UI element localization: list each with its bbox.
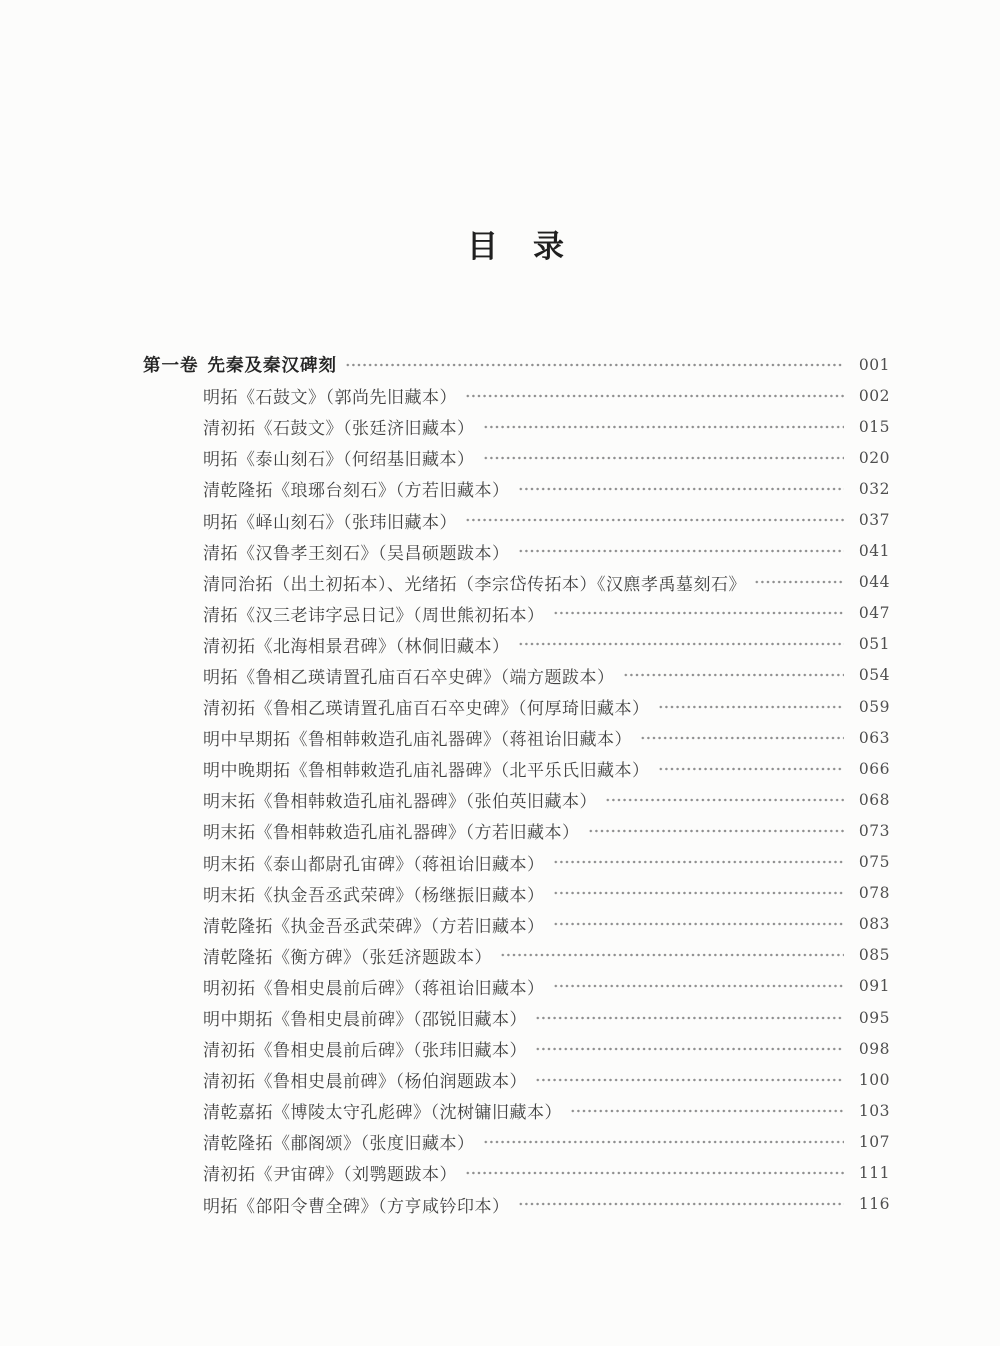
toc-entry-page: 085	[858, 946, 890, 965]
dot-leader	[754, 567, 844, 598]
dot-leader	[518, 1189, 845, 1220]
dot-leader	[518, 473, 845, 504]
toc-entry-page: 098	[858, 1039, 890, 1058]
toc-entry-page: 091	[858, 977, 890, 996]
toc-entry-text: 清拓《汉鲁孝王刻石》（吴昌硕题跋本）	[203, 543, 510, 564]
toc-entry-row	[143, 784, 890, 815]
toc-entry-row	[143, 940, 890, 971]
toc-entry-page: 059	[858, 697, 890, 716]
dot-leader	[640, 722, 844, 753]
toc-entry-text: 清拓《汉三老讳字忌日记》（周世熊初拓本）	[203, 605, 545, 626]
toc-entry-row	[143, 660, 890, 691]
dot-leader	[535, 1002, 844, 1033]
toc-entry-page: 041	[858, 542, 890, 561]
dot-leader	[658, 691, 845, 722]
toc-entry-text: 清初拓《鲁相史晨前碑》（杨伯润题跋本）	[203, 1072, 527, 1093]
toc-entry-text: 清同治拓（出土初拓本）、光绪拓（李宗岱传拓本）《汉麃孝禹墓刻石》	[203, 574, 746, 595]
toc-entry-page: 100	[858, 1070, 890, 1089]
toc-entry-page: 047	[858, 604, 890, 623]
toc-entry-page: 051	[858, 635, 890, 654]
dot-leader	[658, 753, 845, 784]
dot-leader	[465, 504, 844, 535]
dot-leader	[345, 349, 844, 380]
toc-entry-text: 明中晚期拓《鲁相韩敕造孔庙礼器碑》（北平乐氏旧藏本）	[203, 761, 650, 782]
dot-leader	[588, 815, 845, 846]
toc-entry-row	[143, 629, 890, 660]
toc-entry-row	[143, 473, 890, 504]
toc-entry-page: 020	[858, 448, 890, 467]
toc-entry-text: 清乾嘉拓《博陵太守孔彪碑》（沈树镛旧藏本）	[203, 1103, 562, 1124]
toc-entry-page: 037	[858, 511, 890, 530]
toc-entry-row	[143, 536, 890, 567]
toc-entry-row	[143, 1157, 890, 1188]
toc-entry-text: 明末拓《鲁相韩敕造孔庙礼器碑》（方若旧藏本）	[203, 823, 580, 844]
toc-entry-text: 清乾隆拓《执金吾丞武荣碑》（方若旧藏本）	[203, 916, 545, 937]
toc-entry-text: 清乾隆拓《郙阁颂》（张度旧藏本）	[203, 1134, 475, 1155]
toc-entry-text: 明中期拓《鲁相史晨前碑》（邵锐旧藏本）	[203, 1010, 527, 1031]
dot-leader	[535, 1033, 844, 1064]
toc-entry-row	[143, 691, 890, 722]
toc-entry-page: 063	[858, 728, 890, 747]
toc-volume-row	[143, 349, 890, 380]
toc-entry-row	[143, 1095, 890, 1126]
toc-volume-label: 第一卷	[143, 356, 199, 377]
toc-entry-text: 清初拓《北海相景君碑》（林侗旧藏本）	[203, 636, 510, 657]
toc-entry-row	[143, 722, 890, 753]
toc-entry-row	[143, 1002, 890, 1033]
page-title: 目 录	[467, 229, 566, 265]
toc-entry-text: 明初拓《鲁相史晨前后碑》（蒋祖诒旧藏本）	[203, 978, 545, 999]
dot-leader	[605, 784, 844, 815]
toc-entry-text: 清乾隆拓《琅琊台刻石》（方若旧藏本）	[203, 481, 510, 502]
table-of-contents	[143, 349, 890, 1220]
dot-leader	[553, 598, 845, 629]
toc-entry-page: 001	[858, 355, 890, 374]
toc-entry-page: 103	[858, 1101, 890, 1120]
dot-leader	[465, 1157, 844, 1188]
toc-entry-row	[143, 1033, 890, 1064]
toc-entry-row	[143, 380, 890, 411]
toc-entry-text: 明拓《郃阳令曹全碑》（方亨咸钤印本）	[203, 1196, 510, 1217]
toc-entry-text: 明末拓《执金吾丞武荣碑》（杨继振旧藏本）	[203, 885, 545, 906]
toc-entry-row	[143, 971, 890, 1002]
toc-entry-page: 002	[858, 386, 890, 405]
toc-entry-row	[143, 504, 890, 535]
toc-entry-text: 明末拓《鲁相韩敕造孔庙礼器碑》（张伯英旧藏本）	[203, 792, 597, 813]
toc-entry-text: 明拓《石鼓文》（郭尚先旧藏本）	[203, 388, 457, 409]
dot-leader	[483, 442, 845, 473]
toc-entry-page: 107	[858, 1132, 890, 1151]
toc-entry-page: 078	[858, 884, 890, 903]
toc-entry-row	[143, 753, 890, 784]
dot-leader	[518, 629, 845, 660]
toc-entry-row	[143, 567, 890, 598]
dot-leader	[483, 1126, 845, 1157]
toc-entry-row	[143, 1064, 890, 1095]
toc-entry-text: 明拓《峄山刻石》（张玮旧藏本）	[203, 512, 457, 533]
toc-entry-row	[143, 815, 890, 846]
toc-entry-page: 054	[858, 666, 890, 685]
toc-entry-row	[143, 847, 890, 878]
toc-entry-page: 073	[858, 821, 890, 840]
toc-entry-page: 066	[858, 759, 890, 778]
dot-leader	[553, 847, 845, 878]
toc-entry-text: 清乾隆拓《衡方碑》（张廷济题跋本）	[203, 947, 492, 968]
dot-leader	[465, 380, 844, 411]
toc-entry-text: 清初拓《鲁相乙瑛请置孔庙百石卒史碑》（何厚琦旧藏本）	[203, 699, 650, 720]
toc-entry-page: 015	[858, 417, 890, 436]
toc-entry-text: 清初拓《石鼓文》（张廷济旧藏本）	[203, 419, 475, 440]
toc-entry-page: 083	[858, 915, 890, 934]
dot-leader	[553, 971, 845, 1002]
dot-leader	[570, 1095, 844, 1126]
toc-entry-row	[143, 1126, 890, 1157]
dot-leader	[483, 411, 845, 442]
toc-entry-row	[143, 909, 890, 940]
toc-entry-page: 044	[858, 573, 890, 592]
dot-leader	[500, 940, 844, 971]
toc-entry-row	[143, 411, 890, 442]
dot-leader	[518, 536, 845, 567]
toc-entry-text: 明拓《鲁相乙瑛请置孔庙百石卒史碑》（端方题跋本）	[203, 667, 615, 688]
toc-entry-page: 111	[858, 1163, 890, 1182]
toc-entry-page: 116	[858, 1195, 890, 1214]
dot-leader	[623, 660, 845, 691]
toc-entry-text: 明拓《泰山刻石》（何绍基旧藏本）	[203, 450, 475, 471]
toc-entry-page: 095	[858, 1008, 890, 1027]
dot-leader	[553, 878, 845, 909]
toc-entry-page: 032	[858, 479, 890, 498]
toc-entry-row	[143, 442, 890, 473]
toc-entry-text: 清初拓《尹宙碑》（刘鹗题跋本）	[203, 1165, 457, 1186]
toc-volume-title: 先秦及秦汉碑刻	[207, 356, 337, 377]
toc-entry-page: 075	[858, 853, 890, 872]
toc-entry-text: 明中早期拓《鲁相韩敕造孔庙礼器碑》（蒋祖诒旧藏本）	[203, 730, 632, 751]
toc-entry-page: 068	[858, 790, 890, 809]
toc-entry-text: 清初拓《鲁相史晨前后碑》（张玮旧藏本）	[203, 1041, 527, 1062]
dot-leader	[535, 1064, 844, 1095]
toc-entry-text: 明末拓《泰山都尉孔宙碑》（蒋祖诒旧藏本）	[203, 854, 545, 875]
toc-entry-row	[143, 598, 890, 629]
dot-leader	[553, 909, 845, 940]
toc-entry-row	[143, 878, 890, 909]
toc-entry-row	[143, 1189, 890, 1220]
